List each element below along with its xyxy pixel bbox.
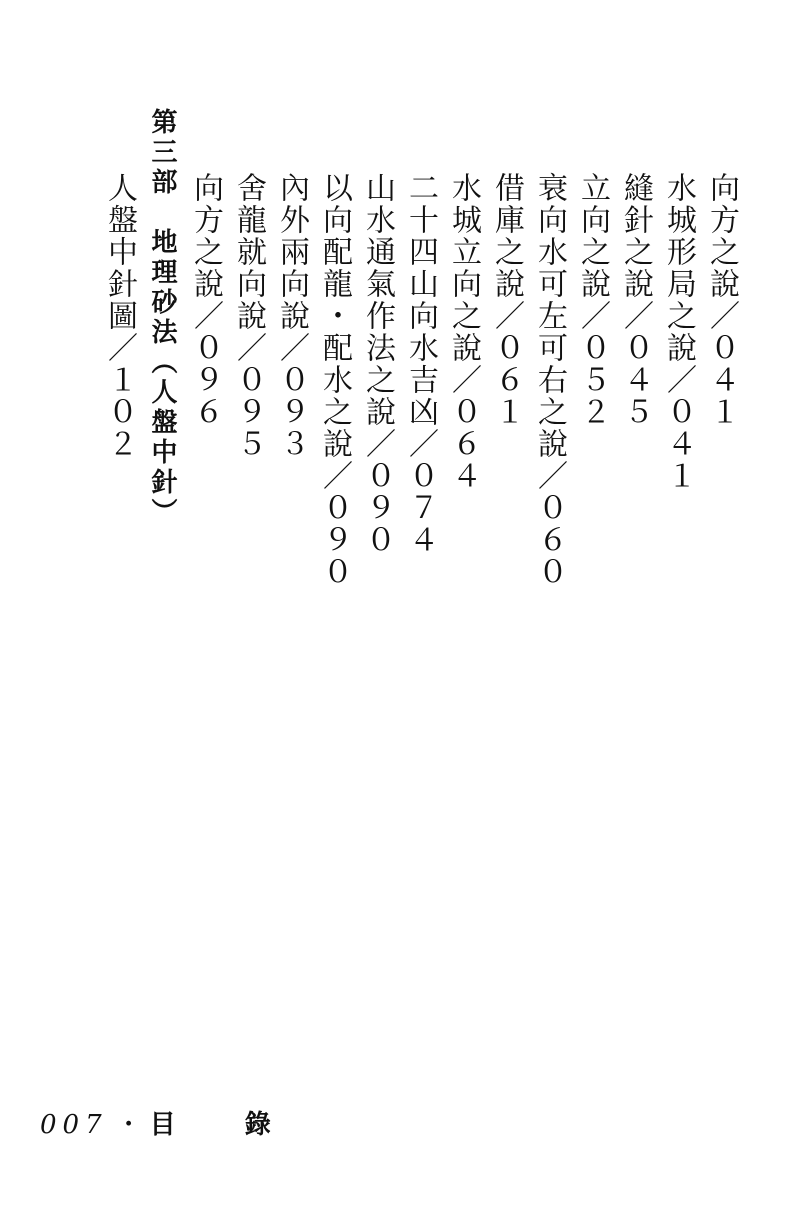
toc-entry: 山水通氣作法之說／０９０ — [360, 172, 395, 556]
toc-entry: 水城立向之說／０６４ — [446, 172, 481, 492]
toc-entry: 水城形局之說／０４１ — [661, 172, 696, 492]
toc-entry: 借庫之說／０６１ — [489, 172, 524, 428]
section-title: 目 錄 — [149, 1110, 301, 1140]
page-number: 007 — [40, 1110, 108, 1140]
toc-entry: 向方之說／０４１ — [704, 172, 739, 428]
toc-entry: 立向之說／０５２ — [575, 172, 610, 428]
toc-entry: 衰向水可左可右之說／０６０ — [532, 172, 567, 588]
toc-entry: 縫針之說／０４５ — [618, 172, 653, 428]
toc-entry: 人盤中針圖／１０２ — [102, 172, 137, 460]
toc-entry: 內外兩向說／０９３ — [274, 172, 309, 460]
toc-entry: 舍龍就向說／０９５ — [231, 172, 266, 460]
toc-entry: 以向配龍・配水之說／０９０ — [317, 172, 352, 588]
footer-separator: ・ — [115, 1110, 142, 1140]
page-footer — [40, 1108, 301, 1142]
toc-entry: 向方之說／０９６ — [188, 172, 223, 428]
toc-part-heading: 第三部 地理砂法（人盤中針） — [147, 108, 177, 528]
toc-entry: 二十四山向水吉凶／０７４ — [403, 172, 438, 556]
